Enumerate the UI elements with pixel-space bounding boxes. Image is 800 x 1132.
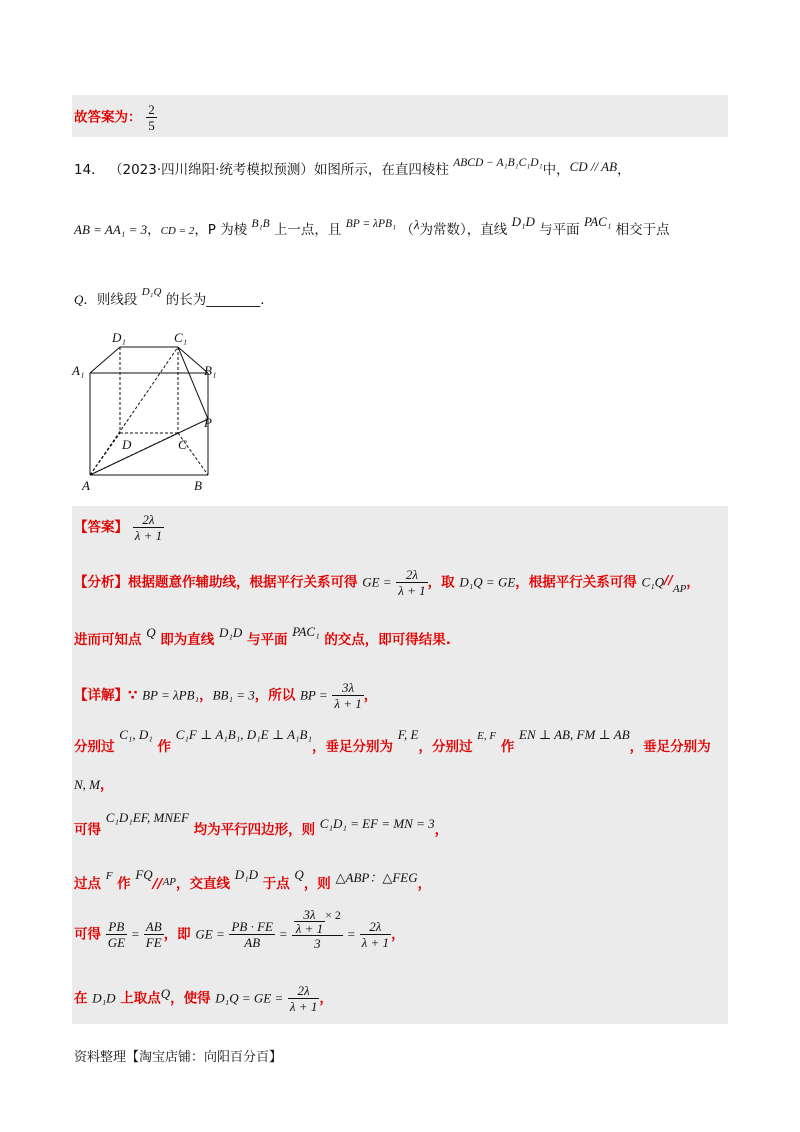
label-A: A (82, 478, 90, 493)
detail-text: 可得 (74, 822, 101, 838)
math-parallel: CD // AB (569, 159, 618, 174)
detail-text: ， (100, 777, 114, 793)
ge-fraction (229, 919, 275, 950)
problem-text: ．则线段 (83, 292, 138, 308)
math-prism: ABCD − A₁B₁C₁D₁ (453, 157, 543, 169)
math-eq: D₁D (234, 867, 259, 882)
frac-num: 2λ (396, 567, 427, 583)
frac-den: λ + 1 (289, 999, 318, 1014)
math-eq: C₁Q (641, 574, 665, 590)
detail-text: 于点 (262, 876, 290, 892)
math-eq: D₁D (92, 990, 116, 1006)
detail-text: 均为平行四边形，则 (193, 822, 316, 838)
analysis-text: ， (686, 574, 700, 591)
math-eq: Q (160, 985, 171, 1001)
math-eq: FQ (135, 867, 153, 882)
problem-text: ，P 为棱 (194, 222, 248, 238)
detail-line-7 (74, 983, 333, 1014)
answer-label: 【答案】 (74, 519, 128, 536)
analysis-text: 根据题意作辅助线，根据平行关系可得 (128, 574, 358, 591)
ratio-fraction-1 (106, 919, 127, 950)
problem-text: ， (617, 162, 631, 178)
detail-line-3 (74, 773, 114, 793)
detail-text: 上取点 (120, 990, 161, 1007)
detail-line-5 (74, 867, 432, 892)
analysis-text: 与平面 (247, 632, 288, 648)
d1q-fraction (288, 983, 319, 1014)
detail-text: ， (434, 822, 449, 838)
math-eq: AP (672, 582, 687, 595)
frac-num: 2 (148, 102, 155, 117)
math-q: Q (74, 292, 84, 307)
detail-text: ，即 (163, 926, 191, 943)
label-P: P (204, 415, 212, 430)
detail-text: 作 (157, 739, 172, 755)
frac-num: 3λ (294, 908, 325, 922)
prev-answer-label: 故答案为： (74, 109, 142, 126)
problem-number: 14． (74, 162, 105, 178)
math-eq: EN ⊥ AB, FM ⊥ AB (519, 727, 630, 742)
detail-text: 可得 (74, 926, 101, 943)
frac-den: FE (145, 935, 162, 950)
detail-text: ， (199, 687, 213, 704)
math-line: D₁D (219, 625, 243, 640)
label-B1: B₁ (204, 363, 217, 378)
detail-text: ，垂足分别为 (312, 739, 394, 755)
detail-label: 【详解】 (74, 687, 128, 704)
math-cond1: AB = AA₁ = 3 (74, 222, 148, 237)
prev-answer (74, 102, 157, 133)
frac-num: 2λ (133, 512, 164, 528)
detail-text: ，交直线 (176, 876, 231, 892)
ratio-fraction-2 (144, 919, 164, 950)
frac-den: 3 (314, 936, 321, 951)
frac-den: λ + 1 (361, 935, 390, 950)
footer-text: 资料整理【淘宝店铺：向阳百分百】 (74, 1050, 283, 1065)
parallel-symbol: // (152, 876, 163, 892)
analysis-text: ，根据平行关系可得 (515, 574, 637, 591)
detail-text: ， (363, 687, 378, 704)
frac-den: λ + 1 (134, 528, 163, 543)
equals: = (347, 926, 355, 942)
frac-num: PB · FE (231, 919, 273, 934)
math-eq: C₁, D₁ (119, 727, 153, 742)
frac-den: GE (107, 935, 126, 950)
analysis-line-2 (74, 624, 451, 648)
math-eq: BP = λPB₁ (142, 687, 200, 703)
detail-text: 分别过 (74, 739, 115, 755)
compound-num (292, 908, 343, 936)
math-eq: △ABP：△FEG (335, 870, 418, 885)
prev-answer-band (72, 95, 728, 137)
math-eq: D₁Q = GE (459, 574, 516, 590)
problem-text: 如图所示，在直四棱柱 (313, 162, 449, 178)
detail-text: ，垂足分别为 (629, 739, 711, 755)
detail-text: ， (417, 876, 432, 892)
label-A1: A₁ (72, 363, 85, 378)
math-eq: E, F (477, 730, 497, 742)
frac-num: 2λ (360, 919, 391, 935)
detail-text: 作 (117, 876, 131, 892)
frac-den: λ + 1 (295, 921, 324, 936)
math-eq: C₁F ⊥ A₁B₁, D₁E ⊥ A₁B₁ (175, 727, 313, 742)
math-eq: D₁Q = GE = (215, 990, 284, 1006)
label-B: B (194, 478, 202, 493)
detail-line-4 (74, 810, 449, 838)
analysis-text: 即为直线 (160, 632, 215, 648)
math-cond2: CD = 2 (160, 225, 195, 237)
math-eq: BP = (299, 687, 328, 703)
analysis-line-1 (74, 567, 700, 598)
frac-den: AB (244, 935, 261, 950)
frac-num: PB (106, 919, 127, 935)
math-edge: B₁B (251, 218, 270, 230)
math-eq: C₁D₁EF, MNEF (105, 810, 189, 825)
analysis-text: 的交点，即可得结果. (324, 632, 451, 648)
label-D: D (122, 437, 132, 452)
problem-line-3 (74, 288, 265, 308)
label-C: C (178, 437, 187, 452)
frac-den: 5 (148, 118, 155, 133)
inner-fraction (294, 908, 325, 935)
detail-text: ，使得 (170, 990, 211, 1007)
detail-line-1 (74, 680, 377, 711)
problem-line-1 (74, 158, 631, 178)
frac-den: λ + 1 (334, 696, 362, 711)
detail-text: 在 (74, 990, 88, 1007)
detail-line-2 (74, 727, 711, 755)
problem-text: 上一点，且 (273, 222, 342, 238)
detail-fraction (332, 680, 363, 711)
detail-text: ，分别过 (418, 739, 473, 755)
equals: = (279, 926, 288, 942)
analysis-text: ，取 (427, 574, 455, 591)
problem-text: 的长为________. (165, 292, 265, 308)
ge-result-fraction (360, 919, 391, 950)
math-line: D₁D (511, 214, 535, 229)
problem-text: 为常数），直线 (419, 222, 508, 238)
detail-text: ，则 (303, 876, 331, 892)
times: × 2 (325, 907, 341, 922)
prism-figure (70, 325, 230, 495)
math-eq: GE = (362, 574, 392, 590)
math-eq: Q (294, 867, 304, 882)
frac-den: λ + 1 (398, 583, 426, 598)
equals: = (131, 926, 140, 942)
analysis-text: 进而可知点 (74, 632, 142, 648)
math-eq: F (105, 870, 113, 882)
detail-text: 作 (500, 739, 515, 755)
frac-num: 2λ (288, 983, 319, 999)
math-plane: PAC₁ (292, 624, 320, 639)
math-lambda: λ (413, 217, 420, 232)
parallel-symbol: // (664, 572, 673, 587)
math-eq: C₁D₁ = EF = MN = 3 (319, 816, 435, 831)
answer-line (74, 512, 164, 543)
problem-line-2: AB = AA₁ = 3，CD = 2，P 为棱 B₁B 上一点，且 BP = λPB₁ （λ为常数），直线 D₁D 与平面 PAC₁ 相交于点 (74, 214, 670, 238)
detail-text: 过点 (74, 876, 101, 892)
analysis-fraction (396, 567, 427, 598)
math-eq: GE = (195, 926, 225, 942)
math-cond3: BP = λPB₁ (345, 218, 397, 230)
problem-text: 中， (542, 162, 570, 178)
math-q: Q (146, 625, 156, 640)
answer-fraction (133, 512, 164, 543)
detail-text: ，所以 (254, 687, 296, 704)
detail-text: ， (319, 990, 333, 1007)
prev-answer-fraction (146, 102, 157, 133)
compound-fraction (292, 908, 343, 951)
math-eq: F, E (397, 727, 419, 742)
math-seg: D₁Q (141, 286, 162, 298)
label-C1: C₁ (174, 330, 188, 345)
frac-num: AB (145, 919, 162, 934)
label-D1: D₁ (112, 330, 126, 345)
problem-source: （2023·四川绵阳·统考模拟预测） (108, 162, 314, 178)
math-eq: N, M (74, 777, 100, 792)
because-symbol: ∵ (128, 687, 138, 704)
detail-text: ， (391, 926, 405, 943)
problem-text: 与平面 (539, 222, 580, 238)
frac-num: 3λ (332, 680, 363, 696)
math-plane: PAC₁ (583, 214, 612, 229)
analysis-label: 【分析】 (74, 574, 128, 591)
math-eq: BB₁ = 3 (212, 687, 255, 703)
math-eq: AP (162, 876, 177, 888)
problem-text: 相交于点 (615, 222, 670, 238)
problem-text: （ (400, 222, 414, 238)
